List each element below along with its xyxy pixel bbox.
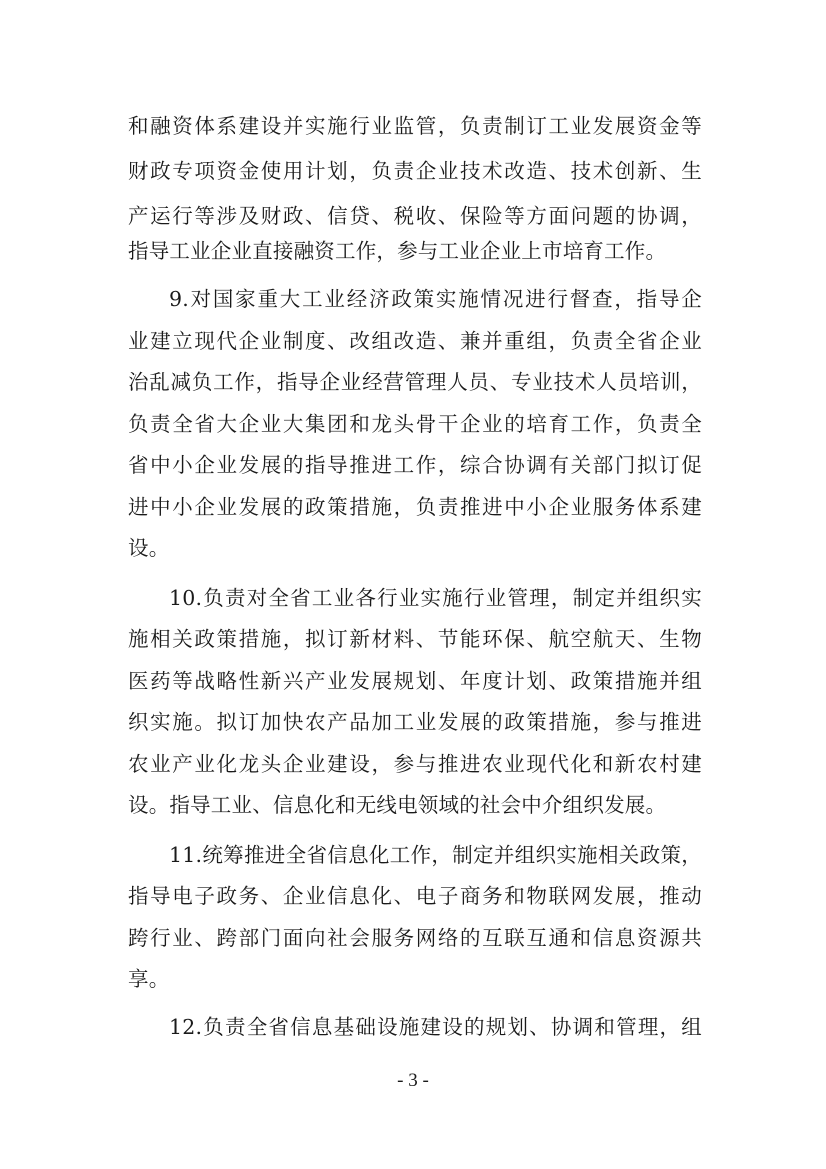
text-line: 农业产业化龙头企业建设，参与推进农业现代化和新农村建 (128, 752, 702, 776)
text-line: 财政专项资金使用计划，负责企业技术改造、技术创新、生 (128, 159, 702, 183)
text-line: 业建立现代企业制度、改组改造、兼并重组，负责全省企业 (128, 329, 702, 353)
text-line: 9.对国家重大工业经济政策实施情况进行督查，指导企 (169, 287, 702, 311)
text-line: 跨行业、跨部门面向社会服务网络的互联互通和信息资源共 (128, 926, 702, 950)
text-line: 负责全省大企业大集团和龙头骨干企业的培育工作，负责全 (128, 412, 702, 436)
text-line: 和融资体系建设并实施行业监管，负责制订工业发展资金等 (128, 114, 702, 138)
text-line: 治乱减负工作，指导企业经营管理人员、专业技术人员培训， (128, 370, 702, 394)
text-line: 设。指导工业、信息化和无线电领域的社会中介组织发展。 (128, 793, 667, 817)
page-number: - 3 - (397, 1070, 429, 1091)
text-line: 10.负责对全省工业各行业实施行业管理，制定并组织实 (169, 586, 702, 610)
text-line: 指导电子政务、企业信息化、电子商务和物联网发展，推动 (128, 884, 702, 908)
text-line: 医药等战略性新兴产业发展规划、年度计划、政策措施并组 (128, 669, 702, 693)
text-line: 指导工业企业直接融资工作，参与工业企业上市培育工作。 (128, 239, 667, 263)
text-line: 11.统筹推进全省信息化工作，制定并组织实施相关政策， (169, 843, 702, 867)
text-line: 12.负责全省信息基础设施建设的规划、协调和管理，组 (169, 1015, 702, 1039)
text-line: 产运行等涉及财政、信贷、税收、保险等方面问题的协调， (128, 204, 702, 228)
text-line: 享。 (128, 967, 170, 991)
text-line: 设。 (128, 536, 170, 560)
text-line: 施相关政策措施，拟订新材料、节能环保、航空航天、生物 (128, 627, 702, 651)
text-line: 织实施。拟订加快农产品加工业发展的政策措施，参与推进 (128, 710, 702, 734)
text-line: 进中小企业发展的政策措施，负责推进中小企业服务体系建 (128, 495, 702, 519)
text-line: 省中小企业发展的指导推进工作，综合协调有关部门拟订促 (128, 453, 702, 477)
